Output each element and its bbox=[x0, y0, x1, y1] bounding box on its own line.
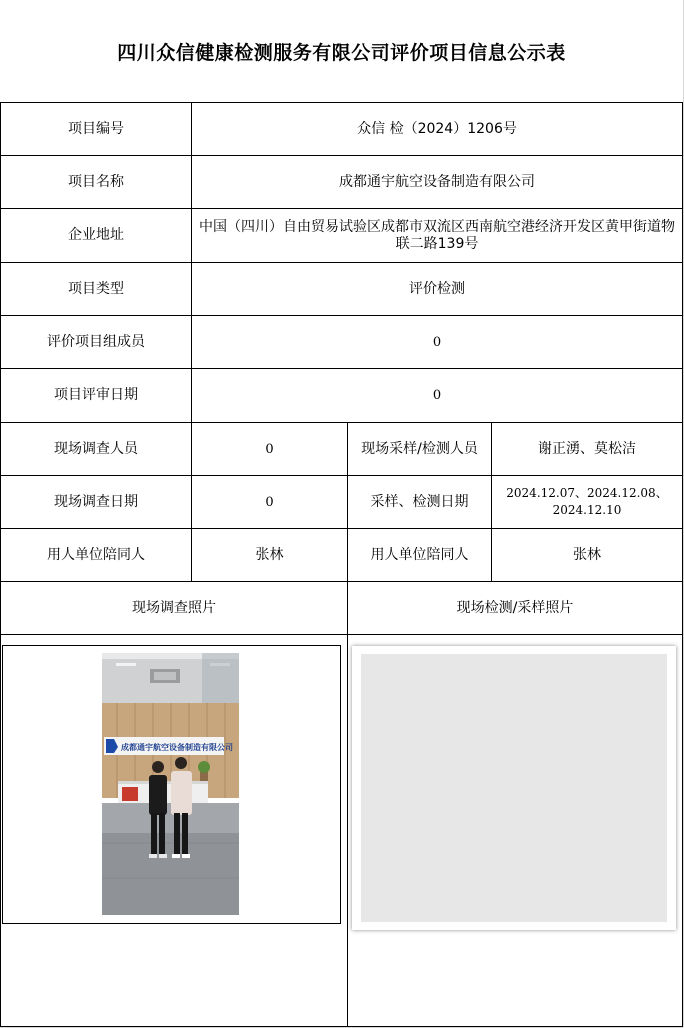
label-accompany: 用人单位陪同人 bbox=[0, 528, 192, 582]
value-project-name: 成都通宇航空设备制造有限公司 bbox=[191, 155, 683, 209]
sampling-photo-header: 现场检测/采样照片 bbox=[347, 581, 683, 635]
page-title: 四川众信健康检测服务有限公司评价项目信息公示表 bbox=[117, 41, 566, 64]
survey-photo-header: 现场调查照片 bbox=[0, 581, 348, 635]
value-sampling-date: 2024.12.07、2024.12.08、2024.12.10 bbox=[491, 475, 683, 529]
value-survey-staff: 0 bbox=[191, 422, 348, 476]
label-accompany-2: 用人单位陪同人 bbox=[347, 528, 492, 582]
label-sampling-staff: 现场采样/检测人员 bbox=[347, 422, 492, 476]
label-project-type: 项目类型 bbox=[0, 262, 192, 316]
value-project-no: 众信 检（2024）1206号 bbox=[191, 102, 683, 156]
label-project-no: 项目编号 bbox=[0, 102, 192, 156]
photo-company-sign: 成都通宇航空设备制造有限公司 bbox=[121, 743, 233, 752]
survey-photo bbox=[102, 653, 239, 915]
sampling-photo-placeholder bbox=[361, 654, 667, 922]
label-members: 评价项目组成员 bbox=[0, 315, 192, 369]
value-survey-date: 0 bbox=[191, 475, 348, 529]
value-review-date: 0 bbox=[191, 368, 683, 423]
sampling-photo bbox=[352, 646, 676, 930]
label-review-date: 项目评审日期 bbox=[0, 368, 192, 423]
value-accompany-2: 张林 bbox=[491, 528, 683, 582]
label-survey-date: 现场调查日期 bbox=[0, 475, 192, 529]
value-project-type: 评价检测 bbox=[191, 262, 683, 316]
value-members: 0 bbox=[191, 315, 683, 369]
value-address: 中国（四川）自由贸易试验区成都市双流区西南航空港经济开发区黄甲街道物联二路139号 bbox=[191, 208, 683, 263]
value-sampling-staff: 谢正湧、莫松洁 bbox=[491, 422, 683, 476]
label-sampling-date: 采样、检测日期 bbox=[347, 475, 492, 529]
label-address: 企业地址 bbox=[0, 208, 192, 263]
label-survey-staff: 现场调查人员 bbox=[0, 422, 192, 476]
value-accompany: 张林 bbox=[191, 528, 348, 582]
label-project-name: 项目名称 bbox=[0, 155, 192, 209]
